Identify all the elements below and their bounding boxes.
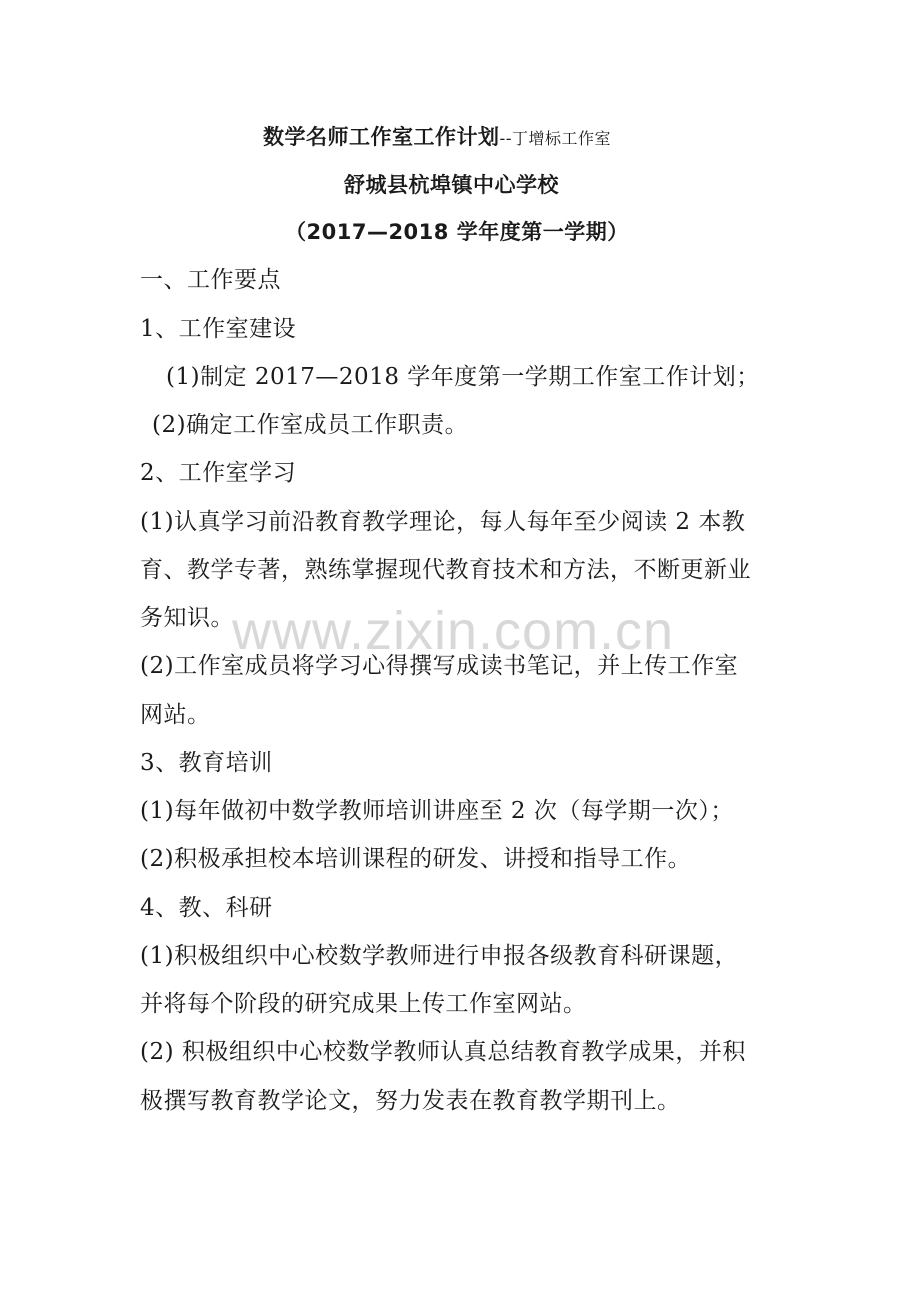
item-heading-3: 3、教育培训 bbox=[140, 750, 273, 776]
paragraph-line: (1)认真学习前沿教育教学理论，每人每年至少阅读 2 本教 bbox=[140, 509, 746, 535]
title-main: 数学名师工作室工作计划 bbox=[263, 125, 500, 149]
item-heading-2: 2、工作室学习 bbox=[140, 460, 297, 486]
paragraph-line: 并将每个阶段的研究成果上传工作室网站。 bbox=[140, 991, 587, 1017]
paragraph-line: (1)积极组织中心校数学教师进行申报各级教育科研课题， bbox=[140, 943, 739, 969]
paragraph-line: 网站。 bbox=[140, 702, 211, 728]
title-suffix: --丁增标工作室 bbox=[499, 129, 612, 148]
paragraph-line: 务知识。 bbox=[140, 605, 234, 631]
paragraph-line: (2)确定工作室成员工作职责。 bbox=[152, 412, 469, 438]
paragraph-line: (2)工作室成员将学习心得撰写成读书笔记，并上传工作室 bbox=[140, 653, 739, 679]
school-name: 舒城县杭埠镇中心学校 bbox=[344, 173, 559, 197]
paragraph-line: 极撰写教育教学论文，努力发表在教育教学期刊上。 bbox=[140, 1088, 681, 1114]
section-heading: 一、工作要点 bbox=[140, 267, 281, 293]
paragraph-line: (1)制定 2017—2018 学年度第一学期工作室工作计划； bbox=[166, 364, 760, 390]
item-heading-4: 4、教、科研 bbox=[140, 895, 273, 921]
item-heading-1: 1、工作室建设 bbox=[140, 316, 297, 342]
paragraph-line: (2) 积极组织中心校数学教师认真总结教育教学成果，并积 bbox=[140, 1039, 746, 1065]
watermark: www.zixin.com.cn bbox=[232, 601, 675, 661]
term-line: （2017—2018 学年度第一学期） bbox=[285, 220, 629, 244]
paragraph-line: (1)每年做初中数学教师培训讲座至 2 次（每学期一次）； bbox=[140, 798, 734, 824]
document-title bbox=[263, 122, 611, 154]
paragraph-line: (2)积极承担校本培训课程的研发、讲授和指导工作。 bbox=[140, 846, 692, 872]
paragraph-line: 育、教学专著，熟练掌握现代教育技术和方法，不断更新业 bbox=[140, 557, 751, 583]
